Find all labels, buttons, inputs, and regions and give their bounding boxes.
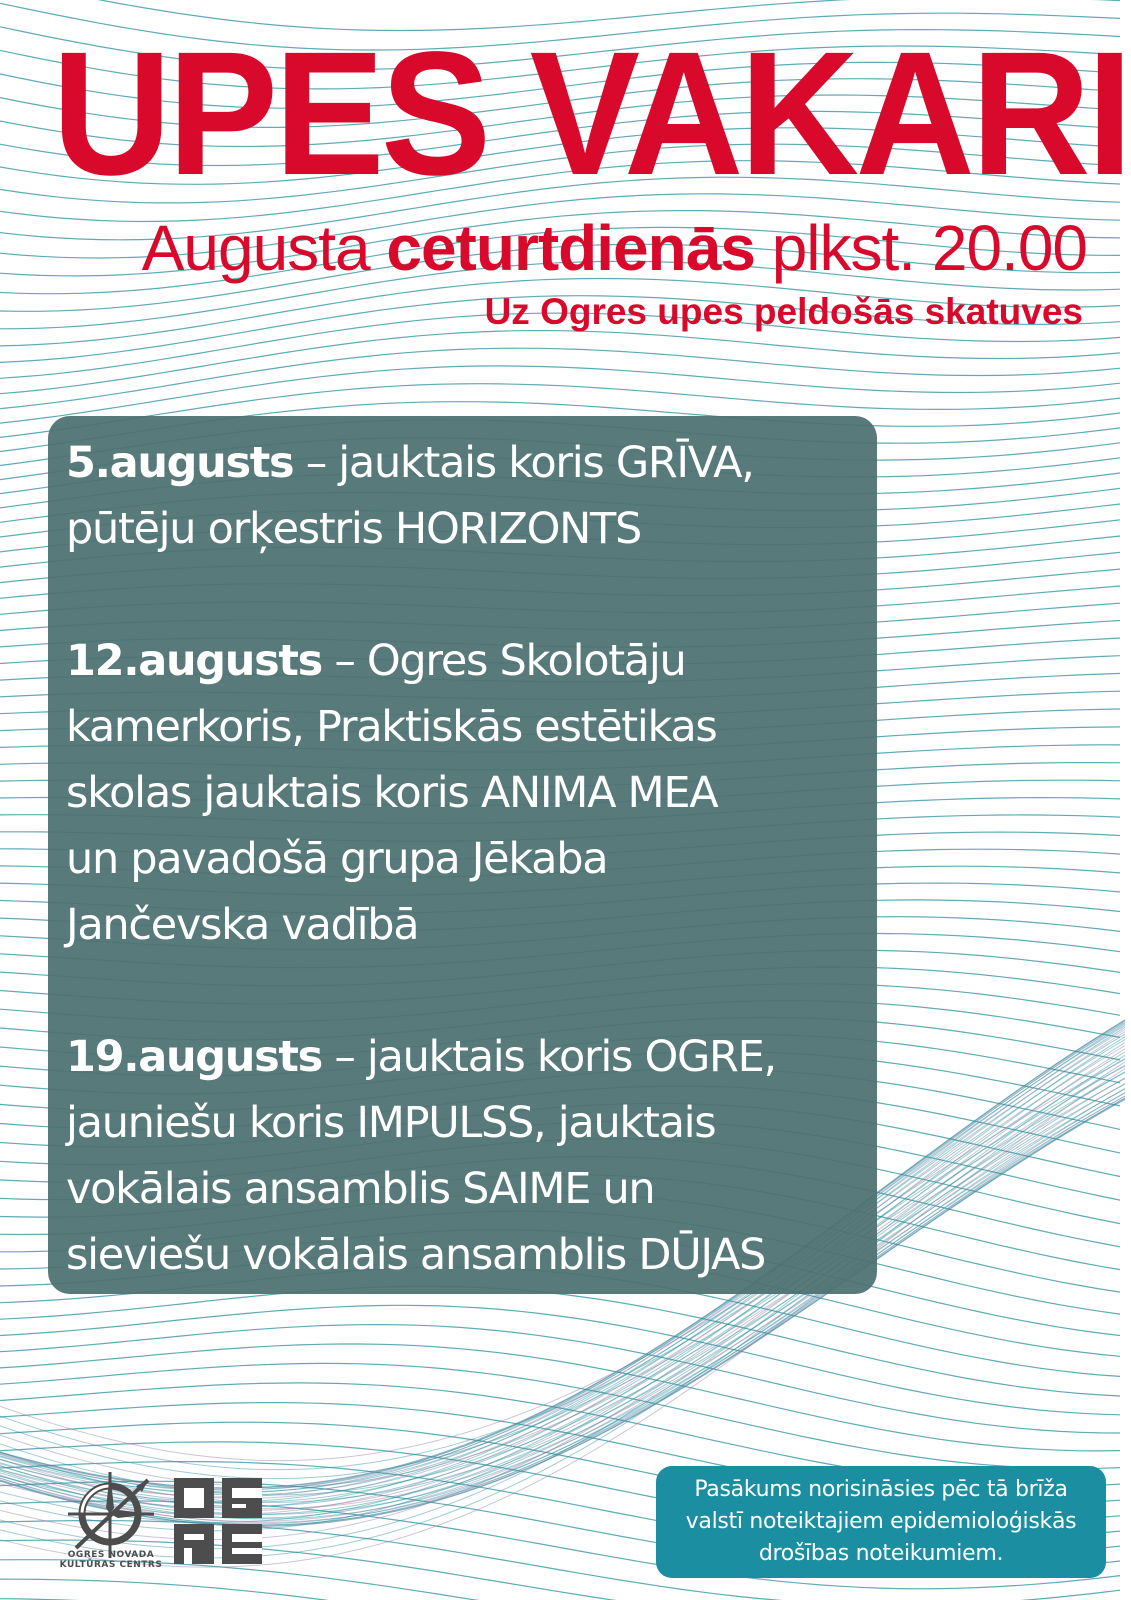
culture-center-logo-text — [54, 1550, 168, 1570]
event-line: kamerkoris, Praktiskās estētikas — [66, 702, 717, 752]
subtitle-prefix: Augusta — [141, 212, 387, 284]
event-date: 19.augusts — [66, 1032, 322, 1082]
event-separator: – — [321, 636, 367, 686]
wave-line — [0, 1579, 1120, 1600]
event-line: jauktais koris GRĪVA, — [338, 438, 754, 488]
wave-line — [0, 366, 1120, 423]
event-entry — [66, 628, 859, 958]
event-line: Ogres Skolotāju — [366, 636, 686, 686]
notice-line: drošības noteikumiem. — [758, 1541, 1004, 1566]
wave-line — [0, 1286, 1120, 1396]
event-line: pūtēju orķestris HORIZONTS — [66, 504, 642, 554]
culture-center-line: OGRES NOVADA — [67, 1550, 155, 1560]
notice-line: Pasākums norisināsies pēc tā brīža — [694, 1477, 1068, 1502]
epidemiological-notice — [656, 1466, 1106, 1578]
culture-center-line: KULTŪRAS CENTRS — [59, 1560, 163, 1570]
event-separator: – — [293, 438, 339, 488]
schedule-subtitle — [142, 212, 1087, 284]
event-date: 5.augusts — [66, 438, 294, 488]
event-entry — [66, 1024, 859, 1288]
notice-line: valstī noteiktajiem epidemioloģiskās — [685, 1509, 1077, 1534]
ogre-letters-logo-icon — [174, 1478, 262, 1564]
event-line: Jančevska vadībā — [66, 900, 419, 950]
subtitle-time: plkst. 20.00 — [754, 212, 1087, 284]
event-separator: – — [321, 1032, 367, 1082]
event-schedule-panel — [48, 416, 877, 1294]
event-line: jauktais koris OGRE, — [366, 1032, 776, 1082]
event-line: un pavadošā grupa Jēkaba — [66, 834, 608, 884]
event-line: jauniešu koris IMPULSS, jauktais — [66, 1098, 716, 1148]
event-line: vokālais ansamblis SAIME un — [66, 1164, 655, 1214]
venue-location: Uz Ogres upes peldošās skatuves — [484, 291, 1083, 332]
subtitle-weekday: ceturtdienās — [386, 212, 755, 284]
page-title: UPES VAKARI — [52, 16, 1130, 212]
event-line: skolas jauktais koris ANIMA MEA — [66, 768, 718, 818]
event-entry — [66, 430, 859, 562]
event-date: 12.augusts — [66, 636, 322, 686]
event-line: sieviešu vokālais ansamblis DŪJAS — [66, 1230, 766, 1280]
